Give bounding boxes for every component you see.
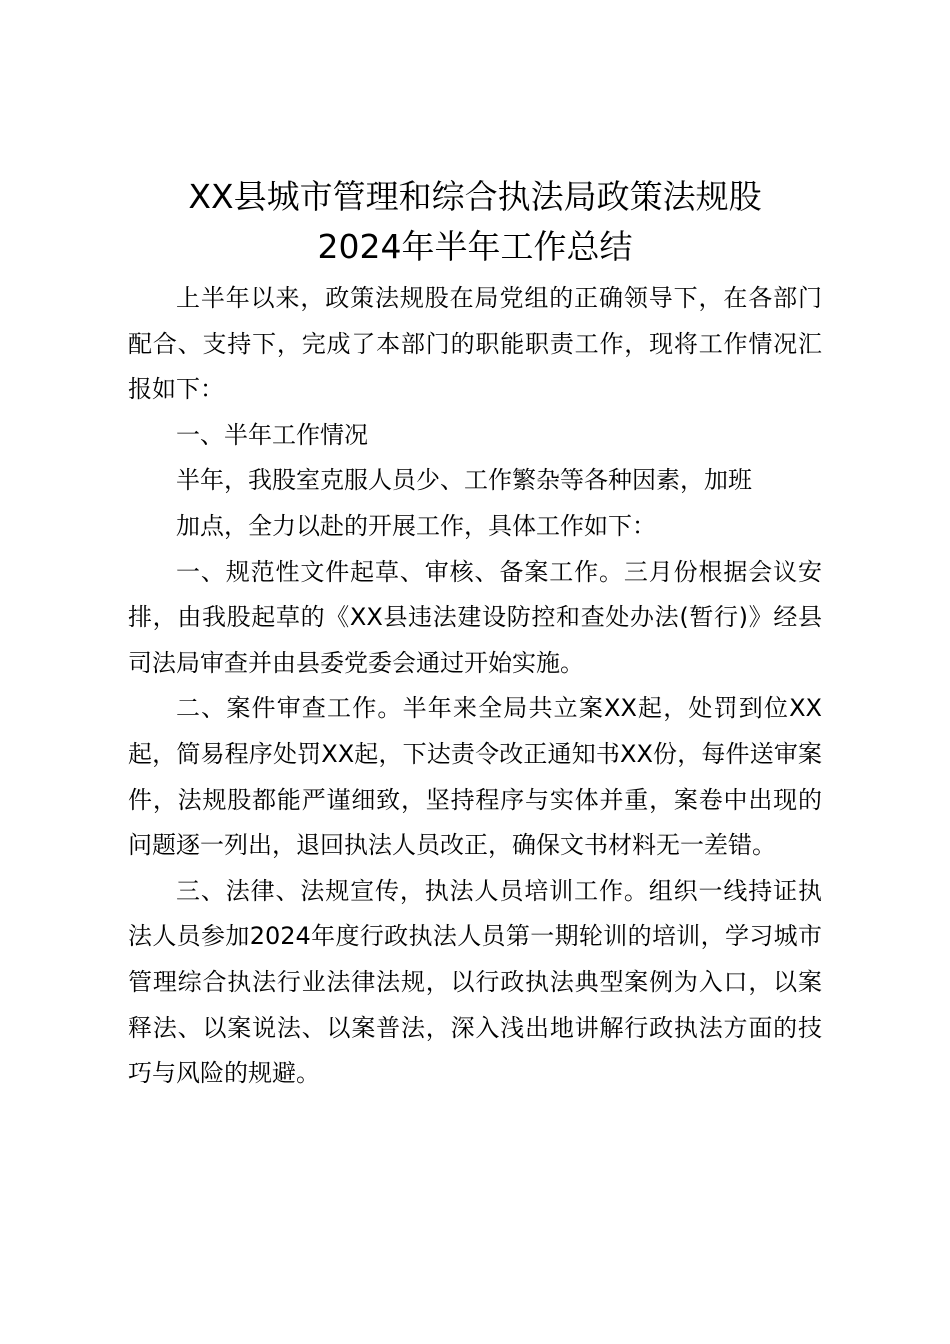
paragraph-item-1: 一、规范性文件起草、审核、备案工作。三月份根据会议安排，由我股起草的《XX县违法建设防控和查处办法(暂行)》经县司法局审查并由县委党委会通过开始实施。 (128, 557, 822, 677)
paragraph-overview-line-1: 半年，我股室克服人员少、工作繁杂等各种因素，加班 (176, 466, 752, 495)
paragraph-intro: 上半年以来，政策法规股在局党组的正确领导下，在各部门配合、支持下，完成了本部门的职能职责工作，现将工作情况汇报如下： (128, 284, 822, 404)
document-body (128, 276, 822, 1097)
paragraph-item-2: 二、案件审查工作。半年来全局共立案XX起，处罚到位XX起，简易程序处罚XX起，下达责令改正通知书XX份，每件送审案件，法规股都能严谨细致，坚持程序与实体并重，案卷中出现的问题逐一列出，退回执法人员改正，确保文书材料无一差错。 (128, 694, 822, 860)
paragraph-overview-line-2: 加点，全力以赴的开展工作，具体工作如下： (176, 511, 656, 540)
paragraph-item-3: 三、法律、法规宣传，执法人员培训工作。组织一线持证执法人员参加2024年度行政执法人员第一期轮训的培训，学习城市管理综合执法行业法律法规，以行政执法典型案例为入口，以案释法、以案说法、以案普法，深入浅出地讲解行政执法方面的技巧与风险的规避。 (128, 876, 822, 1088)
paragraph-section-heading: 一、半年工作情况 (176, 420, 368, 449)
title-line-2: 2024年半年工作总结 (317, 227, 633, 266)
title-line-1: XX县城市管理和综合执法局政策法规股 (188, 177, 762, 216)
document-title (110, 172, 840, 272)
